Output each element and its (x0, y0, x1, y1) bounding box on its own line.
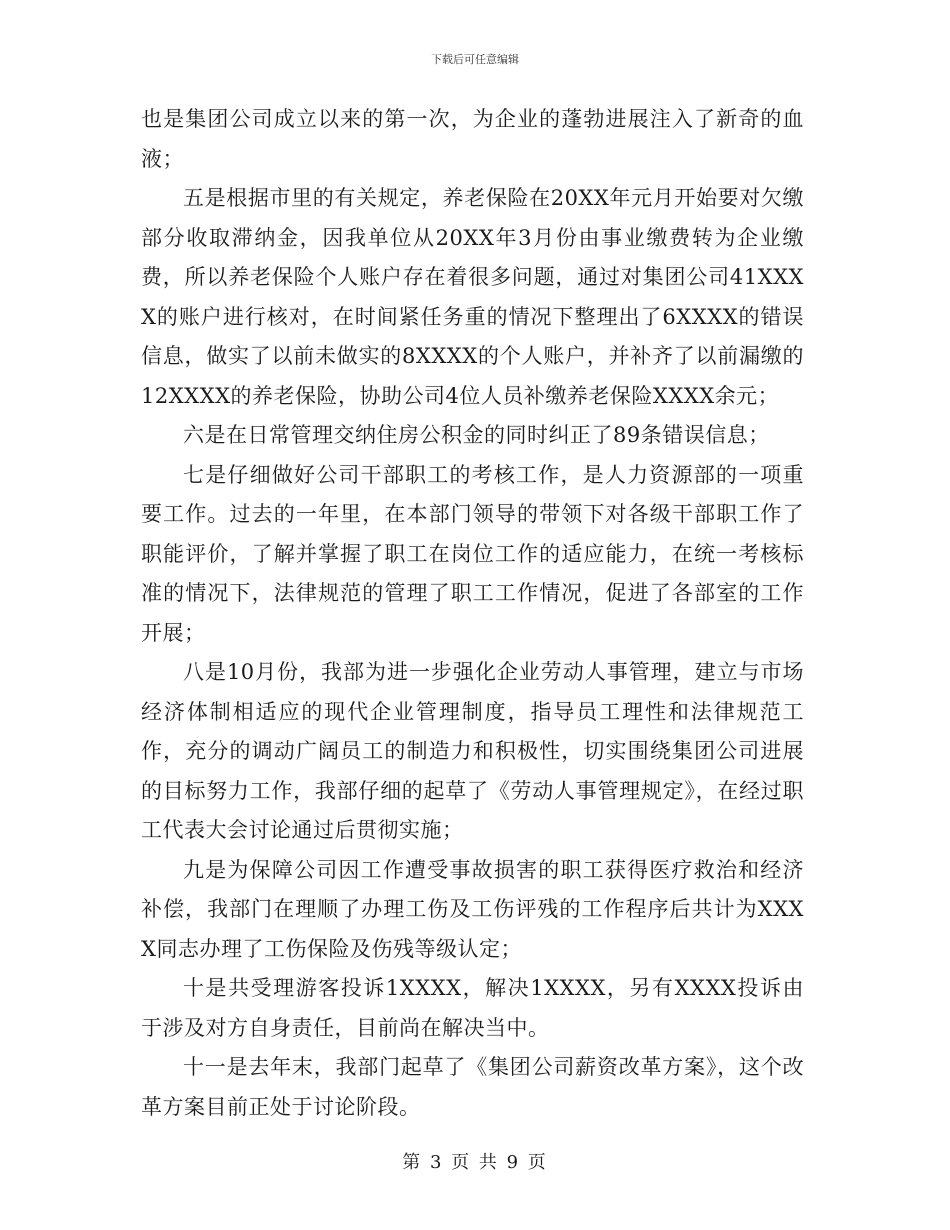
paragraph-item-7: 七是仔细做好公司干部职工的考核工作，是人力资源部的一项重要工作。过去的一年里，在本部门领导的带领下对各级干部职工作了职能评价，了解并掌握了职工在岗位工作的适应能力，在统一考核标准的情况下，法律规范的管理了职工工作情况，促进了各部室的工作开展； (141, 462, 804, 645)
page-footer (0, 1150, 950, 1176)
footer-middle: 页 共 (451, 1152, 499, 1173)
footer-current-page: 3 (429, 1152, 444, 1173)
paragraph-item-8: 八是10月份，我部为进一步强化企业劳动人事管理，建立与市场经济体制相适应的现代企业管理制度，指导员工理性和法律规范工作，充分的调动广阔员工的制造力和积极性，切实围绕集团公司进展的目标努力工作，我部仔细的起草了《劳动人事管理规定》，在经过职工代表大会讨论通过后贯彻实施； (141, 660, 804, 842)
document-body (141, 100, 804, 1127)
paragraph-item-6: 六是在日常管理交纳住房公积金的同时纠正了89条错误信息； (183, 423, 770, 447)
page-header (0, 52, 950, 68)
paragraph-continuation: 也是集团公司成立以来的第一次，为企业的蓬勃进展注入了新奇的血液； (141, 107, 804, 171)
paragraph-item-9: 九是为保障公司因工作遭受事故损害的职工获得医疗救治和经济补偿，我部门在理顺了办理工伤及工伤评残的工作程序后共计为XXXX同志办理了工伤保险及伤残等级认定； (141, 857, 804, 961)
paragraph-item-5: 五是根据市里的有关规定，养老保险在20XX年元月开始要对欠缴部分收取滞纳金，因我单位从20XX年3月份由事业缴费转为企业缴费，所以养老保险个人账户存在着很多问题，通过对集团公司41XXXX的账户进行核对，在时间紧任务重的情况下整理出了6XXXX的错误信息，做实了以前未做实的8XXXX的个人账户，并补齐了以前漏缴的12XXXX的养老保险，协助公司4位人员补缴养老保险XXXX余元； (141, 186, 804, 408)
footer-suffix: 页 (527, 1152, 548, 1173)
footer-prefix: 第 (402, 1152, 423, 1173)
paragraph-item-11: 十一是去年末，我部门起草了《集团公司薪资改革方案》，这个改革方案目前正处于讨论阶段。 (141, 1055, 804, 1119)
paragraph-item-10: 十是共受理游客投诉1XXXX，解决1XXXX，另有XXXX投诉由于涉及对方自身责任，目前尚在解决当中。 (141, 976, 804, 1040)
header-text: 下载后可任意编辑 (431, 53, 519, 66)
footer-total-pages: 9 (506, 1152, 521, 1173)
